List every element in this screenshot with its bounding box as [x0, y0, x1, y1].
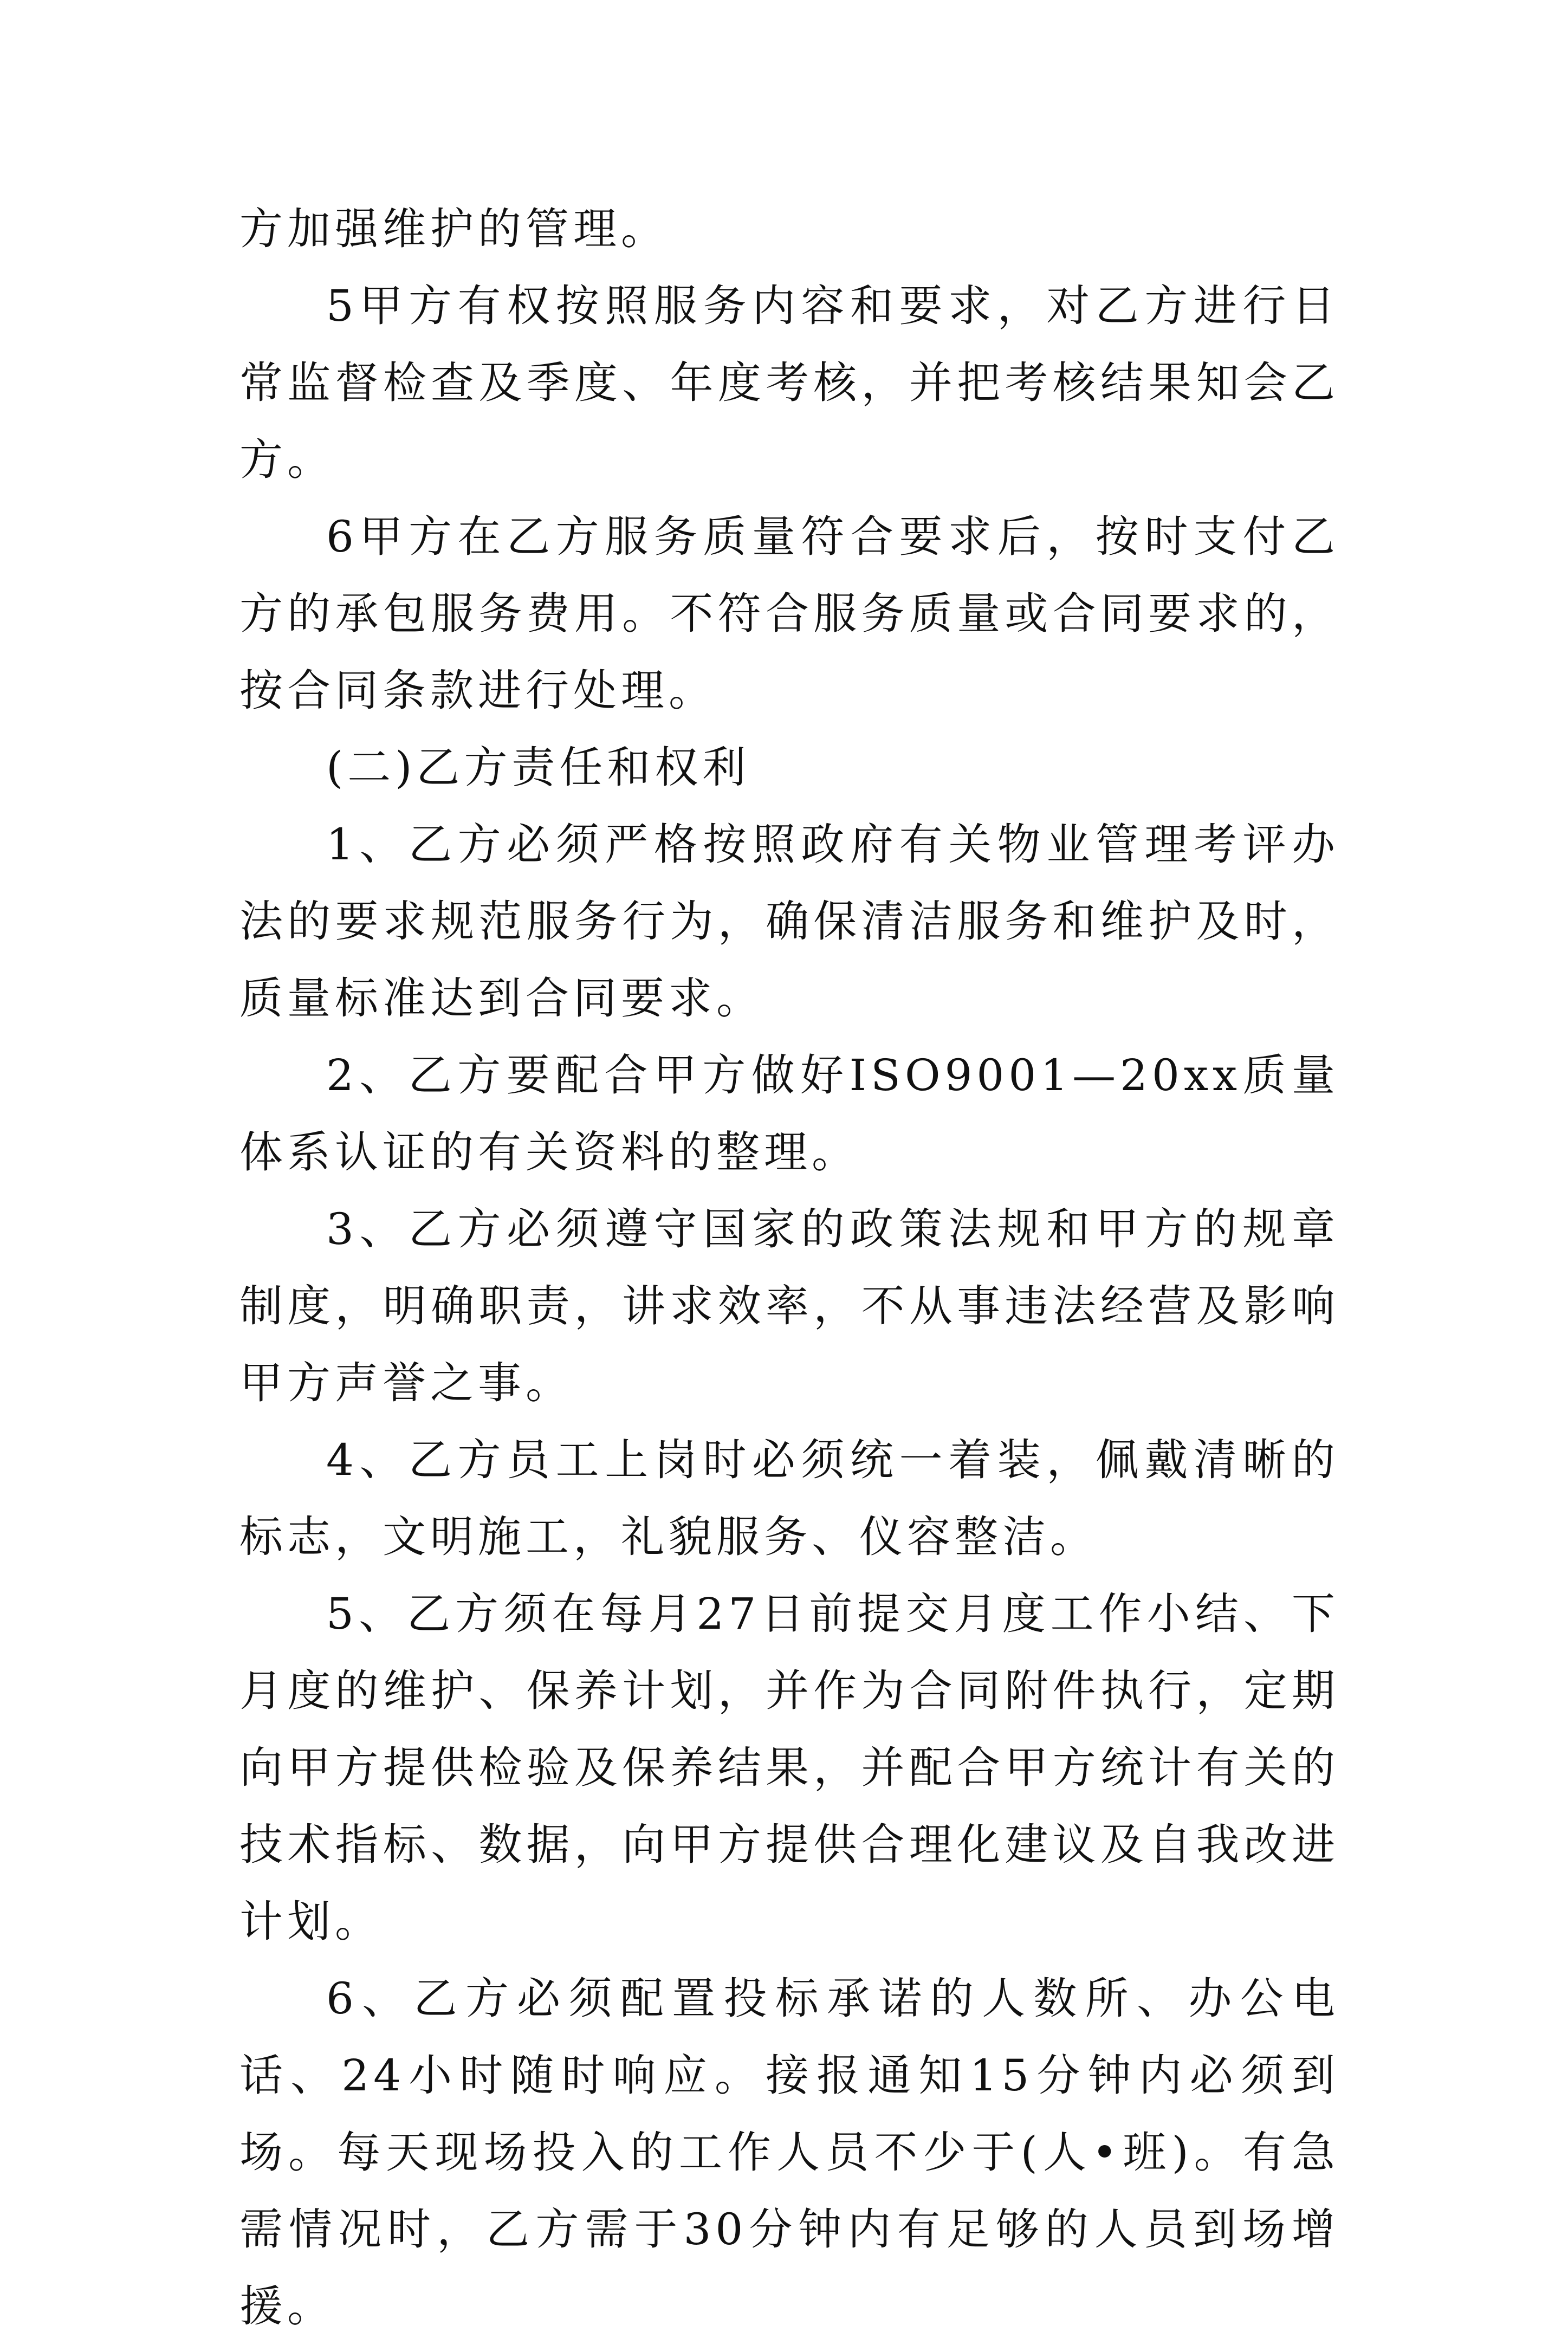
paragraph-party-b-item-6: 6、乙方必须配置投标承诺的人数所、办公电话、24小时随时响应。接报通知15分钟内必须到场。每天现场投入的工作人员不少于(人•班)。有急需情况时，乙方需于30分钟内有足够的人员到场增援。: [239, 1973, 1339, 2331]
paragraph-party-b-item-5: 5、乙方须在每月27日前提交月度工作小结、下月度的维护、保养计划，并作为合同附件执行，定期向甲方提供检验及保养结果，并配合甲方统计有关的技术指标、数据，向甲方提供合理化建议及自我改进计划。: [239, 1589, 1339, 1947]
paragraph-party-a-item-6: 6甲方在乙方服务质量符合要求后，按时支付乙方的承包服务费用。不符合服务质量或合同要求的，按合同条款进行处理。: [239, 511, 1339, 716]
section-heading-party-b: (二)乙方责任和权利: [326, 742, 750, 793]
paragraph-party-b-item-3: 3、乙方必须遵守国家的政策法规和甲方的规章制度，明确职责，讲求效率，不从事违法经营及影响甲方声誉之事。: [239, 1204, 1339, 1408]
paragraph-party-b-item-1: 1、乙方必须严格按照政府有关物业管理考评办法的要求规范服务行为，确保清洁服务和维护及时，质量标准达到合同要求。: [239, 819, 1339, 1023]
paragraph-party-a-item-5: 5甲方有权按照服务内容和要求，对乙方进行日常监督检查及季度、年度考核，并把考核结果知会乙方。: [239, 281, 1339, 485]
paragraph-party-b-item-4: 4、乙方员工上岗时必须统一着装，佩戴清晰的标志，文明施工，礼貌服务、仪容整洁。: [239, 1435, 1339, 1562]
paragraph-continuation: 方加强维护的管理。: [239, 204, 669, 254]
paragraph-party-b-item-2: 2、乙方要配合甲方做好ISO9001—20xx质量体系认证的有关资料的整理。: [239, 1050, 1339, 1177]
document-body: [239, 191, 1339, 2345]
